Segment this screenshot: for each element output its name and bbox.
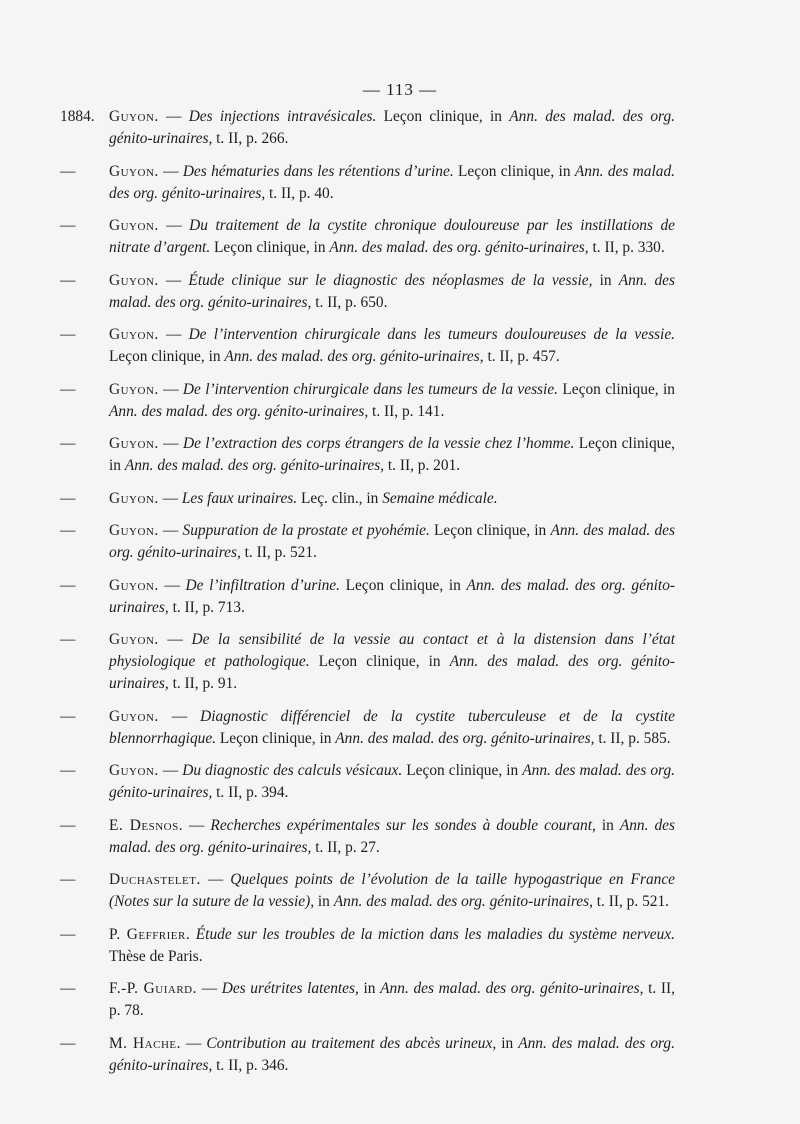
entry-source-prefix: Leçon clinique, in [109,435,676,474]
entry-author: E. Desnos. [109,816,184,834]
entry-separator: — [183,816,211,834]
entry-journal: Ann. des malad. des org. génito-urinaires, [335,729,595,747]
entry-separator: — [200,871,231,888]
entry-author: F.-P. Guiard. [109,980,197,997]
entry-title: De l’extraction des corps étrangers de la vessie chez l’homme. [182,435,575,452]
entry-locator: t. II, p. 141. [368,402,445,420]
entry-source-prefix: in [358,980,381,997]
page-number: — 113 — [362,80,438,99]
entry-journal: Ann. des malad. des org. génito-urinaires, [124,457,385,474]
entry-separator: — [196,980,222,997]
bibliography-entry [60,815,675,859]
entry-separator: — [158,489,182,507]
entry-locator: t. II, p. 78. [109,980,676,1019]
entry-locator: t. II, p. 201. [384,457,461,474]
entry-locator: t. II, p. 27. [311,838,380,856]
entry-title: Étude sur les troubles de la miction dans les maladies du système nerveux. [195,925,675,943]
bibliography-entry [60,706,675,750]
bibliography-entry [60,869,675,913]
entry-title: Des injections intravésicales. [188,108,377,125]
entry-journal: Ann. des malad. des org. génito-urinaires, [109,653,675,692]
entry-journal: Ann. des malad. des org. génito-urinaires, [224,348,484,365]
entry-locator: t. II, p. 585. [594,729,671,747]
entry-mark: — [60,217,76,234]
entry-mark: — [60,489,76,507]
entry-journal: Ann. des malad. des org. génito-urinaires, [380,980,644,997]
entry-journal: Ann. des malad. des org. génito-urinaires, [109,271,675,311]
bibliography-entry [60,575,675,619]
entry-title: Recherches expérimentales sur les sondes à double courant, [210,816,596,834]
bibliography-entry [60,379,675,423]
entry-mark: — [60,162,76,180]
entry-separator: — [158,326,189,343]
entry-source-prefix: Leçon clinique, in [402,762,523,779]
entry-author: Guyon. [109,631,159,648]
bibliography-entry [60,488,675,510]
entry-journal: Ann. des malad. des org. génito-urinaires, [109,576,676,616]
entry-author: Guyon. [109,522,159,539]
entry-source-prefix: Leçon clinique, in [429,522,551,539]
entry-mark: — [60,522,76,539]
entry-title: Les faux urinaires. [181,489,298,507]
entry-source-prefix: Thèse de Paris. [109,947,203,965]
entry-journal: Semaine médicale. [382,489,498,507]
entry-source-prefix: Leçon clinique, in [558,380,675,398]
entry-source-prefix: in [595,816,620,834]
entry-separator: — [158,631,192,648]
entry-locator: t. II, p. 40. [265,184,334,202]
entry-author: Guyon. [109,217,159,234]
entry-journal: Ann. des malad. des org. génito-urinaires, [109,522,675,561]
entry-source-prefix: in [496,1034,519,1052]
entry-locator: t. II, p. 91. [168,675,238,692]
entry-mark: — [60,925,76,943]
entry-title: De l’intervention chirurgicale dans les tumeurs douloureuses de la vessie. [188,326,676,343]
bibliography-entry [60,161,675,205]
bibliography-entry [60,433,675,477]
entry-title: Du traitement de la cystite chronique douloureuse par les instillations de nitrate d’argent. [109,217,676,256]
entry-author: Guyon. [109,326,159,343]
entry-locator: t. II, p. 713. [168,598,245,616]
entry-locator: t. II, p. 521. [240,544,317,561]
entry-mark: — [60,980,76,997]
entry-separator: — [158,707,201,725]
entry-mark: — [60,871,76,888]
entry-source-prefix: Leçon clinique, in [376,108,510,125]
entry-source-prefix: Leçon clinique, in [453,162,575,180]
entry-title: Des hématuries dans les rétentions d’urine. [182,162,454,180]
entry-source-prefix: Leçon clinique, in [210,239,330,256]
entry-title: Quelques points de l’évolution de la taille hypogastrique en France (Notes sur la suture de la vessie), [109,871,675,910]
entry-separator: — [180,1034,207,1052]
entry-source-prefix: Leçon clinique, in [109,348,225,365]
entry-author: Guyon. [109,489,159,507]
entry-source-prefix: Leçon clinique, in [309,653,450,670]
entry-journal: Ann. des malad. des org. génito-urinaires, [109,1034,675,1074]
entry-locator: t. II, p. 521. [592,893,670,910]
entry-mark: — [60,576,76,594]
entry-separator: — [158,762,183,779]
entry-locator: t. II, p. 457. [483,348,560,365]
entry-locator: t. II, p. 650. [311,293,388,311]
bibliography-entry [60,215,675,259]
entry-mark: — [60,816,76,834]
entry-source-prefix: Leç. clin., in [297,489,383,507]
bibliography-list [60,106,675,1087]
entry-separator: — [158,380,183,398]
entry-author: Guyon. [109,380,159,398]
bibliography-entry [60,520,675,564]
entry-journal: Ann. des malad. des org. génito-urinaires, [109,816,675,856]
bibliography-entry [60,978,675,1022]
entry-title: De l’infiltration d’urine. [185,576,340,594]
entry-separator: — [158,162,183,180]
entry-title: Du diagnostic des calculs vésicaux. [182,762,403,779]
entry-author: Guyon. [109,576,159,594]
entry-locator: t. II, p. 394. [212,784,289,801]
entry-title: Étude clinique sur le diagnostic des néoplasmes de la vessie, [188,271,593,289]
bibliography-entry [60,1033,675,1077]
entry-locator: t. II, p. 346. [212,1056,289,1074]
entry-separator: — [158,522,183,539]
entry-title: Des urétrites latentes, [221,980,359,997]
entry-title: De l’intervention chirurgicale dans les tumeurs de la vessie. [182,380,558,398]
entry-mark: — [60,762,76,779]
entry-mark: — [60,1034,76,1052]
entry-journal: Ann. des malad. des org. génito-urinaires, [109,108,676,147]
entry-mark: — [60,380,76,398]
bibliography-entry [60,629,675,695]
entry-journal: Ann. des malad. des org. génito-urinaires, [109,162,675,202]
entry-title: Diagnostic différenciel de la cystite tuberculeuse et de la cystite blennorrhagique. [109,707,675,747]
entry-separator: — [158,271,189,289]
entry-author: M. Hache. [109,1034,181,1052]
entry-author: Guyon. [109,435,159,452]
entry-mark: — [60,631,76,648]
entry-author: Guyon. [109,271,159,289]
bibliography-entry [60,760,675,804]
entry-title: Suppuration de la prostate et pyohémie. [182,522,430,539]
entry-separator: — [158,435,183,452]
entry-journal: Ann. des malad. des org. génito-urinaires, [333,893,593,910]
entry-title: Contribution au traitement des abcès urineux, [206,1034,497,1052]
bibliography-entry [60,324,675,368]
entry-mark: — [60,707,76,725]
entry-separator: — [158,576,186,594]
entry-mark: — [60,326,76,343]
entry-title: De la sensibilité de la vessie au contact et à la distension dans l’état physiologique et pathologique. [109,631,675,670]
bibliography-entry [60,106,675,150]
entry-journal: Ann. des malad. des org. génito-urinaires, [329,239,589,256]
bibliography-entry [60,270,675,314]
entry-source-prefix: in [592,271,619,289]
entry-mark: — [60,435,76,452]
entry-mark: 1884. [60,108,95,125]
entry-mark: — [60,271,76,289]
entry-separator: — [158,108,189,125]
entry-author: Duchastelet. [109,871,201,888]
entry-source-prefix: Leçon clinique, in [216,729,336,747]
entry-author: P. Geffrier. [109,925,191,943]
entry-author: Guyon. [109,108,159,125]
entry-separator: — [158,217,190,234]
entry-author: Guyon. [109,707,159,725]
entry-source-prefix: Leçon clinique, in [340,576,467,594]
entry-locator: t. II, p. 330. [588,239,665,256]
entry-author: Guyon. [109,762,159,779]
entry-source-prefix: in [314,893,334,910]
entry-author: Guyon. [109,162,159,180]
entry-journal: Ann. des malad. des org. génito-urinaires, [109,402,369,420]
entry-locator: t. II, p. 266. [212,130,289,147]
entry-journal: Ann. des malad. des org. génito-urinaires, [109,762,676,801]
bibliography-entry [60,924,675,968]
